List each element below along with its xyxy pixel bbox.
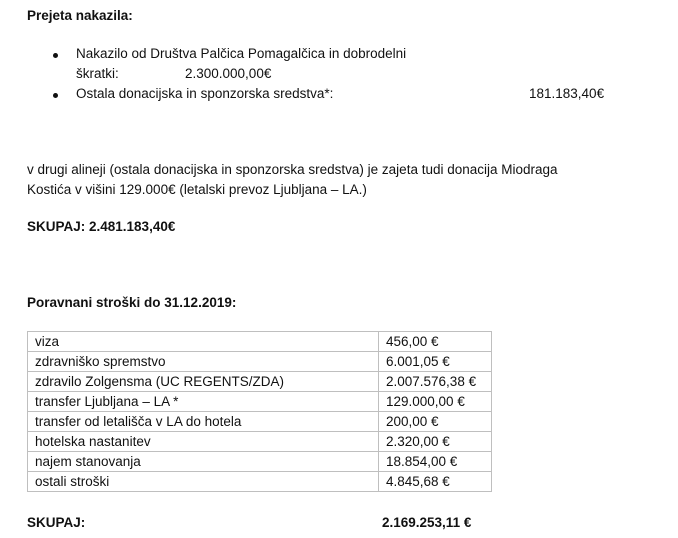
received-item-2-amount: 181.183,40€ — [529, 86, 605, 101]
costs-table — [27, 331, 492, 492]
cost-item: ostali stroški — [28, 472, 379, 492]
cost-item: transfer od letališča v LA do hotela — [28, 412, 379, 432]
cost-amount: 4.845,68 € — [379, 472, 492, 492]
costs-total-label: SKUPAJ: — [27, 515, 86, 530]
table-row — [28, 372, 492, 392]
table-row — [28, 332, 492, 352]
received-item-1-line1: Nakazilo od Društva Palčica Pomagalčica in dobrodelni — [76, 46, 407, 61]
cost-amount: 2.320,00 € — [379, 432, 492, 452]
cost-amount: 129.000,00 € — [379, 392, 492, 412]
received-total: SKUPAJ: 2.481.183,40€ — [27, 219, 176, 234]
donation-note-line1: v drugi alineji (ostala donacijska in sponzorska sredstva) je zajeta tudi donacija Miodraga — [27, 162, 558, 177]
table-row — [28, 472, 492, 492]
costs-total-amount: 2.169.253,11 € — [382, 515, 472, 530]
cost-amount: 18.854,00 € — [379, 452, 492, 472]
table-row — [28, 432, 492, 452]
table-row — [28, 452, 492, 472]
table-row — [28, 412, 492, 432]
received-item-2-label: Ostala donacijska in sponzorska sredstva*: — [76, 86, 334, 101]
cost-item: zdravilo Zolgensma (UC REGENTS/ZDA) — [28, 372, 379, 392]
received-item-1-amount: 2.300.000,00€ — [185, 66, 272, 81]
cost-amount: 200,00 € — [379, 412, 492, 432]
cost-amount: 456,00 € — [379, 332, 492, 352]
table-row — [28, 392, 492, 412]
bullet-icon — [53, 53, 58, 58]
cost-item: zdravniško spremstvo — [28, 352, 379, 372]
cost-amount: 6.001,05 € — [379, 352, 492, 372]
cost-item: viza — [28, 332, 379, 352]
bullet-icon — [53, 93, 58, 98]
table-row — [28, 352, 492, 372]
cost-amount: 2.007.576,38 € — [379, 372, 492, 392]
received-heading: Prejeta nakazila: — [27, 8, 133, 23]
cost-item: hotelska nastanitev — [28, 432, 379, 452]
costs-heading: Poravnani stroški do 31.12.2019: — [27, 295, 237, 310]
cost-item: najem stanovanja — [28, 452, 379, 472]
donation-note-line2: Kostića v višini 129.000€ (letalski prevoz Ljubljana – LA.) — [27, 182, 367, 197]
received-item-1-label: škratki: — [76, 66, 119, 81]
cost-item: transfer Ljubljana – LA * — [28, 392, 379, 412]
